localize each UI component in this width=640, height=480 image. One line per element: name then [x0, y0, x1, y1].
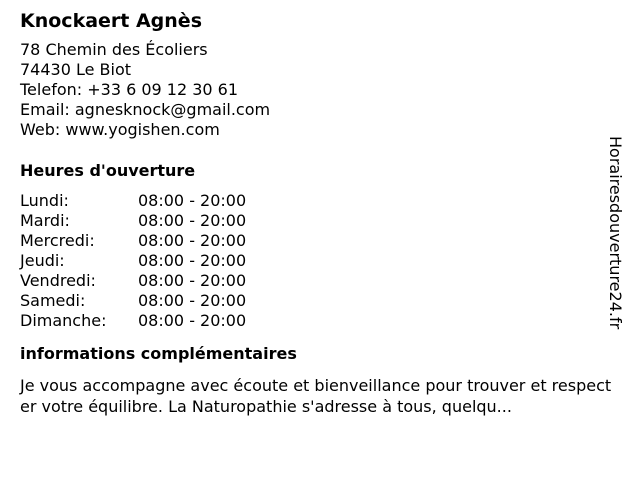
- web-line: Web: www.yogishen.com: [20, 120, 220, 139]
- hours-row-wednesday: [20, 231, 616, 251]
- day-label: Vendredi:: [20, 271, 96, 290]
- time-range: 08:00 - 20:00: [138, 311, 247, 330]
- hours-row-friday: [20, 271, 616, 291]
- hours-row-monday: [20, 191, 616, 211]
- business-name: Knockaert Agnès: [20, 10, 203, 32]
- hours-title: Heures d'ouverture: [20, 161, 196, 180]
- time-range: 08:00 - 20:00: [138, 231, 247, 250]
- time-range: 08:00 - 20:00: [138, 271, 247, 290]
- business-card: [20, 8, 616, 417]
- day-label: Lundi:: [20, 191, 69, 210]
- phone-line: Telefon: +33 6 09 12 30 61: [20, 80, 239, 99]
- email-line: Email: agnesknock@gmail.com: [20, 100, 271, 119]
- info-description: Je vous accompagne avec écoute et bienveillance pour trouver et respecter votre équilibre. La Naturopathie s'adresse à tous, quelqu...: [20, 376, 612, 416]
- hours-table: [20, 191, 616, 331]
- info-title: informations complémentaires: [20, 344, 297, 363]
- day-label: Mercredi:: [20, 231, 95, 250]
- time-range: 08:00 - 20:00: [138, 291, 247, 310]
- time-range: 08:00 - 20:00: [138, 191, 247, 210]
- hours-row-tuesday: [20, 211, 616, 231]
- hours-row-sunday: [20, 311, 616, 331]
- time-range: 08:00 - 20:00: [138, 251, 247, 270]
- day-label: Mardi:: [20, 211, 70, 230]
- time-range: 08:00 - 20:00: [138, 211, 247, 230]
- day-label: Samedi:: [20, 291, 86, 310]
- address-line-1: 78 Chemin des Écoliers: [20, 40, 208, 59]
- address-line-2: 74430 Le Biot: [20, 60, 132, 79]
- hours-row-thursday: [20, 251, 616, 271]
- day-label: Dimanche:: [20, 311, 107, 330]
- brand-vertical-text: Horairesdouverture24.fr: [606, 136, 625, 330]
- day-label: Jeudi:: [20, 251, 65, 270]
- hours-row-saturday: [20, 291, 616, 311]
